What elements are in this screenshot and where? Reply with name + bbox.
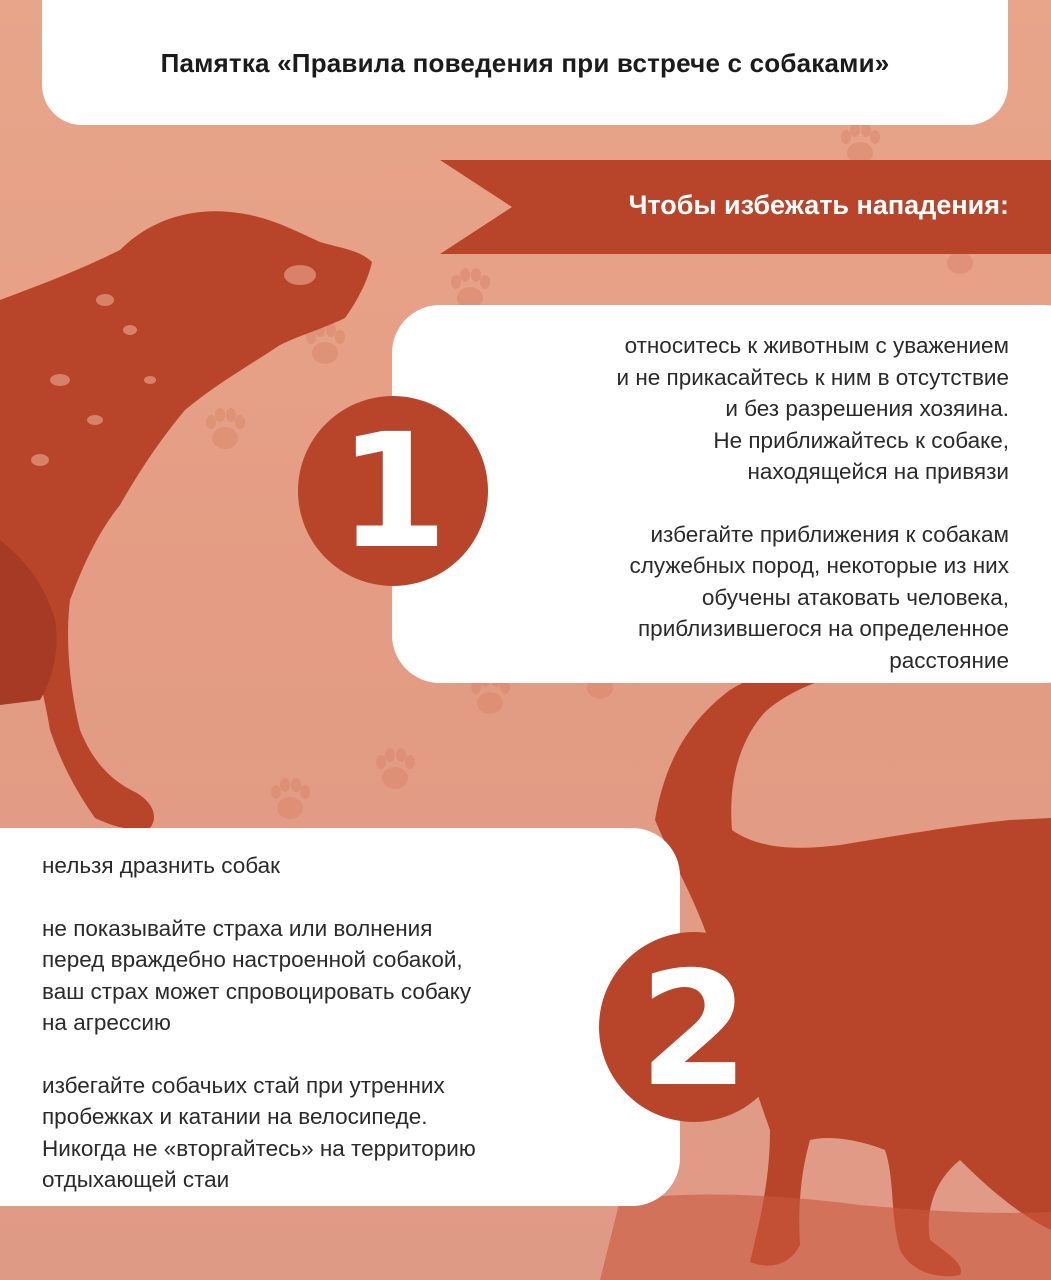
section-2-paragraph: не показывайте страха или волнения перед враждебно настроенной собакой, ваш страх может спровоцировать собаку на агрессию: [42, 915, 472, 1035]
section-1-text: [489, 330, 1009, 676]
paw-print-icon: [376, 748, 415, 789]
paw-print-icon: [451, 268, 490, 309]
paw-print-icon: [206, 408, 245, 449]
page-title: Памятка «Правила поведения при встрече с собаками»: [160, 48, 890, 78]
section-1-paragraph: избегайте приближения к собакам служебных пород, некоторые из них обучены атаковать человека, приблизившегося на определенное расстояние: [629, 521, 1009, 673]
section-1-paragraph: относитесь к животным с уважением и не прикасайтесь к ним в отсутствие и без разрешения хозяина. Не приближайтесь к собаке, находящейся на привязи: [616, 333, 1009, 484]
section-2-paragraph: избегайте собачьих стай при утренних пробежках и катании на велосипеде. Никогда не «вторгайтесь» на территорию отдыхающей стаи: [42, 1072, 476, 1192]
section-1-number-badge: 1: [298, 396, 488, 586]
section-2-text: [42, 850, 602, 1196]
section-2-number-badge: 2: [599, 932, 789, 1122]
paw-print-icon: [841, 123, 880, 164]
ribbon-heading: Чтобы избежать нападения:: [628, 190, 1009, 220]
paw-print-icon: [271, 778, 310, 819]
section-2-paragraph: нельзя дразнить собак: [42, 853, 281, 878]
title-card: [42, 0, 1008, 125]
